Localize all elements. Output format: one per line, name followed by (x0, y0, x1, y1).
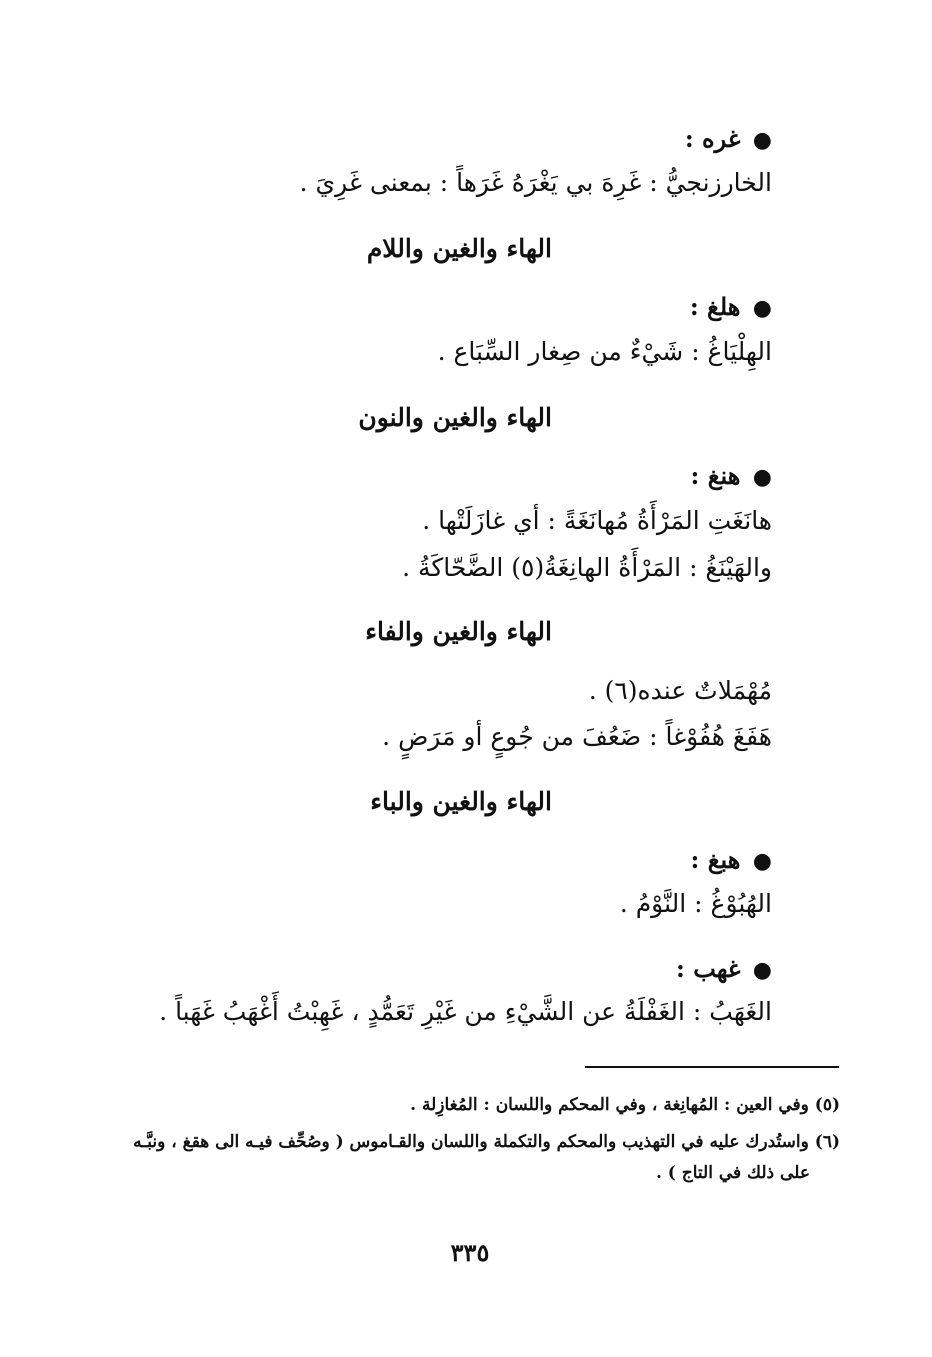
entry-text: الهِلْيَاغُ : شَيْءٌ من صِغار السِّبَاع . (437, 337, 772, 366)
page-number: ٣٣٥ (450, 1238, 490, 1267)
entry-text: الخارزنجيُّ : غَرِهَ بي يَغْرَهُ غَرَهاً : بمعنى غَرِيَ . (299, 168, 772, 197)
entry-heading: ● هلغ : (689, 292, 772, 321)
entry-text: الغَهَبُ : الغَفْلَةُ عن الشَّيْءِ من غَيْرِ تَعَمُّدٍ ، غَهِبْتُ أَغْهَبُ غَهَباً . (159, 997, 772, 1026)
bullet-icon: ● (752, 295, 772, 321)
entry-text: هَفَغَ هُفُوْغاً : ضَعُفَ من جُوعٍ أو مَرَضٍ . (382, 722, 772, 751)
entry-text: مُهْمَلاتٌ عنده(٦) . (588, 676, 772, 705)
entry-text: هانَغَتِ المَرْأَةُ مُهانَغَةً : أي غازَلَتْها . (422, 506, 772, 535)
section-title: الهاء والغين واللام (366, 234, 552, 263)
entry-heading: ● غهب : (676, 954, 772, 983)
footnote: (٦) واستُدرك عليه في التهذيب والمحكم والتكملة واللسان والقـاموس ( وصُحِّف فيـه الى هقغ ، ونبَّـه (133, 1132, 840, 1152)
entry-heading: ● غره : (684, 124, 772, 153)
bullet-icon: ● (752, 127, 772, 153)
entry-heading: ● هبغ : (690, 845, 772, 874)
section-title: الهاء والغين والنون (358, 403, 552, 432)
entry-heading: ● هنغ : (690, 461, 772, 490)
entry-text: والهَيْنَغُ : المَرْأَةُ الهانِغَةُ(٥) الضَّحّاكَةُ . (402, 553, 772, 582)
footnote: (٥) وفي العين : المُهانِغة ، وفي المحكم واللسان : المُغازِلة . (410, 1095, 840, 1115)
bullet-icon: ● (752, 848, 772, 874)
footnote-divider (585, 1066, 839, 1068)
bullet-icon: ● (752, 957, 772, 983)
section-title: الهاء والغين والفاء (365, 617, 552, 646)
section-title: الهاء والغين والباء (370, 787, 552, 816)
bullet-icon: ● (752, 464, 772, 490)
footnote-continuation: على ذلك في التاج ) . (655, 1163, 810, 1183)
entry-text: الهُبُوْغُ : النَّوْمُ . (619, 889, 772, 918)
